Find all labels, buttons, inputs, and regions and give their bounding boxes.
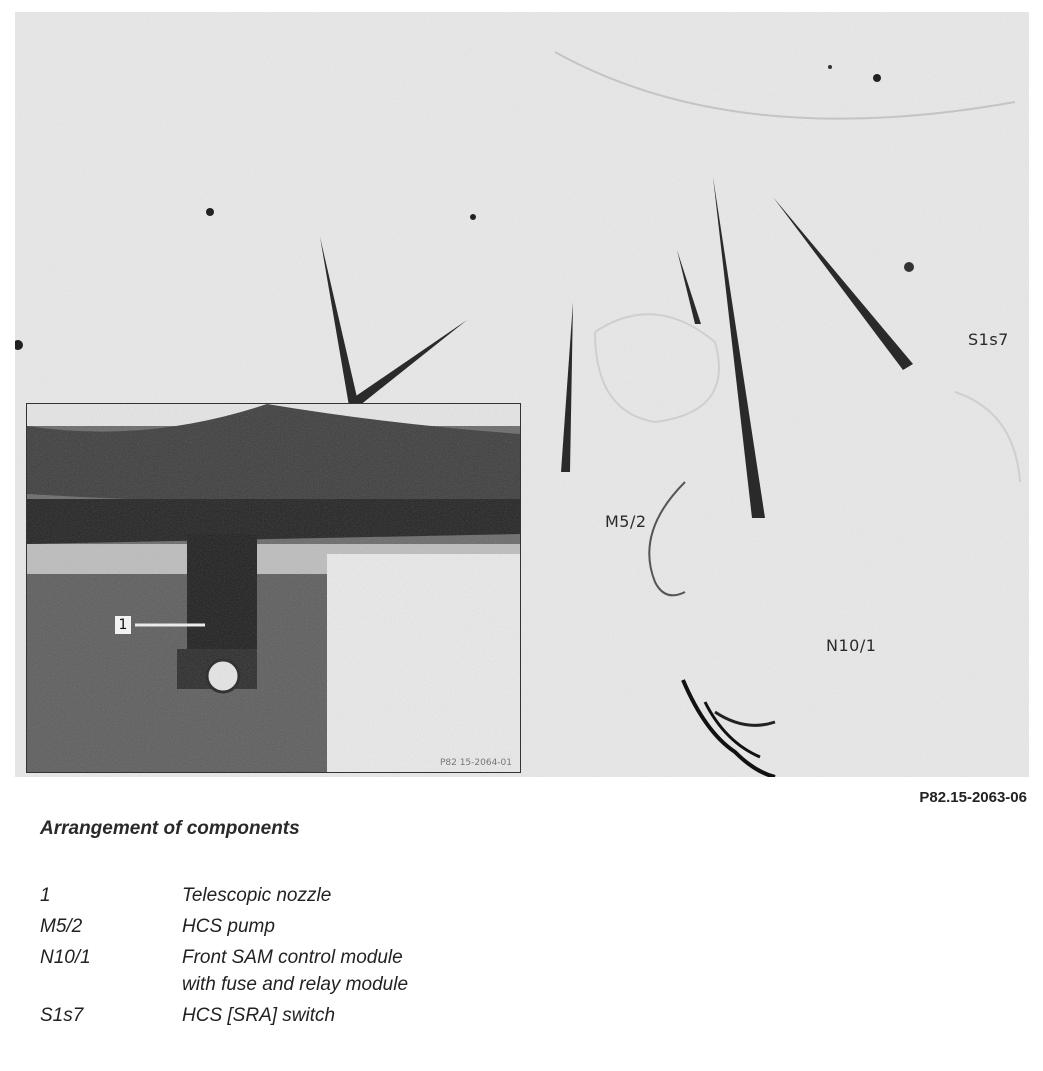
- legend-description: [182, 944, 600, 998]
- legend-row: [40, 1002, 600, 1029]
- inset-photo-art: [27, 404, 520, 772]
- legend-description-line1: Front SAM control module: [182, 947, 403, 968]
- legend-list: [40, 882, 600, 1033]
- callout-n10-1: N10/1: [826, 636, 877, 655]
- legend-code: S1s7: [40, 1005, 84, 1026]
- legend-description-line2: with fuse and relay module: [182, 974, 409, 995]
- legend-row: [40, 882, 600, 909]
- inset-stamp: P82 15-2064-01: [439, 758, 512, 768]
- legend-code: M5/2: [40, 916, 83, 937]
- legend-description: HCS pump: [182, 916, 275, 937]
- component-photo: [15, 12, 1029, 777]
- callout-m5-2: M5/2: [605, 512, 647, 531]
- legend-row: [40, 913, 600, 940]
- figure-id: P82.15-2063-06: [919, 789, 1027, 806]
- inset-label-1: 1: [115, 616, 131, 634]
- callout-s1s7: S1s7: [968, 330, 1009, 349]
- legend-code: N10/1: [40, 947, 91, 968]
- legend-code: 1: [40, 885, 51, 906]
- inset-photo: [26, 403, 521, 773]
- legend-title: Arrangement of components: [40, 818, 300, 839]
- legend-description: HCS [SRA] switch: [182, 1005, 336, 1026]
- legend-description: Telescopic nozzle: [182, 885, 332, 906]
- legend-row: [40, 944, 600, 998]
